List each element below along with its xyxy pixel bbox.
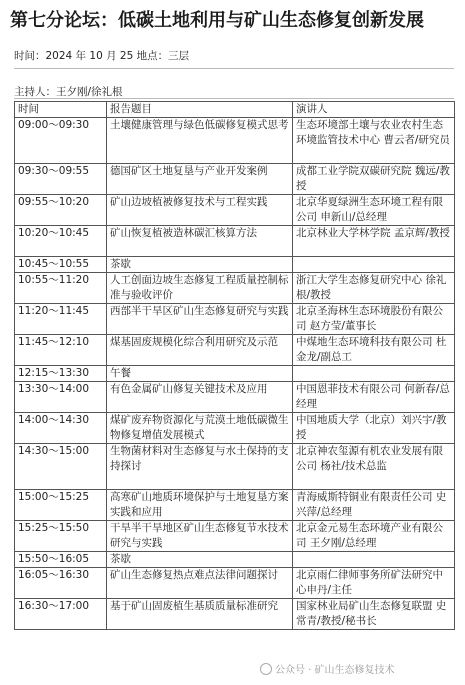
cell-topic: 矿山恢复植被造林碳汇核算方法 bbox=[107, 226, 293, 257]
cell-topic: 煤矿废弃物资源化与荒漠土地低碳微生物修复增值发展模式 bbox=[107, 413, 293, 444]
cell-time: 11:20～11:45 bbox=[15, 304, 107, 335]
cell-time: 11:45～12:10 bbox=[15, 335, 107, 366]
wechat-icon bbox=[260, 663, 272, 675]
table-row bbox=[15, 568, 455, 599]
cell-speaker: 中煤地生态环境科技有限公司 杜金龙/副总工 bbox=[293, 335, 455, 366]
cell-topic: 基于矿山固废植生基质质量标准研究 bbox=[107, 599, 293, 630]
header-topic: 报告题目 bbox=[107, 102, 293, 118]
cell-time: 09:00～09:30 bbox=[15, 118, 107, 164]
cell-time: 12:15～13:30 bbox=[15, 366, 107, 382]
cell-time: 10:55～11:20 bbox=[15, 273, 107, 304]
table-row bbox=[15, 552, 455, 568]
cell-speaker bbox=[293, 257, 455, 273]
cell-speaker: 北京华夏绿洲生态环境工程有限公司 申新山/总经理 bbox=[293, 195, 455, 226]
cell-time: 10:45～10:55 bbox=[15, 257, 107, 273]
cell-speaker: 浙江大学生态修复研究中心 徐礼根/教授 bbox=[293, 273, 455, 304]
cell-speaker: 生态环境部土壤与农业农村生态环境监管技术中心 曹云者/研究员 bbox=[293, 118, 455, 164]
cell-topic: 人工创面边坡生态修复工程质量控制标准与验收评价 bbox=[107, 273, 293, 304]
cell-topic: 土壤健康管理与绿色低碳修复模式思考 bbox=[107, 118, 293, 164]
table-row bbox=[15, 273, 455, 304]
cell-time: 15:25～15:50 bbox=[15, 521, 107, 552]
cell-speaker bbox=[293, 366, 455, 382]
cell-time: 16:30～17:00 bbox=[15, 599, 107, 630]
cell-time: 15:50～16:05 bbox=[15, 552, 107, 568]
cell-topic: 干旱半干旱地区矿山生态修复节水技术研究与实践 bbox=[107, 521, 293, 552]
cell-speaker: 北京林业大学林学院 孟京辉/教授 bbox=[293, 226, 455, 257]
cell-time: 16:05～16:30 bbox=[15, 568, 107, 599]
cell-topic: 午餐 bbox=[107, 366, 293, 382]
cell-topic: 茶歇 bbox=[107, 257, 293, 273]
table-row bbox=[15, 118, 455, 164]
table-row bbox=[15, 195, 455, 226]
watermark-text: 公众号 · 矿山生态修复技术 bbox=[275, 665, 395, 676]
table-row bbox=[15, 444, 455, 490]
cell-topic: 有色金属矿山修复关键技术及应用 bbox=[107, 382, 293, 413]
cell-speaker: 北京金元易生态环境产业有限公司 王夕刚/总经理 bbox=[293, 521, 455, 552]
header-speaker: 演讲人 bbox=[293, 102, 455, 118]
table-row bbox=[15, 413, 455, 444]
cell-speaker: 青海威斯特铜业有限责任公司 史兴萍/总经理 bbox=[293, 490, 455, 521]
table-header-row bbox=[15, 102, 455, 118]
cell-topic: 西部半干旱区矿山生态修复研究与实践 bbox=[107, 304, 293, 335]
cell-topic: 德国矿区土地复垦与产业开发案例 bbox=[107, 164, 293, 195]
table-row bbox=[15, 164, 455, 195]
cell-time: 09:30～09:55 bbox=[15, 164, 107, 195]
cell-speaker: 成都工业学院双碳研究院 魏远/教授 bbox=[293, 164, 455, 195]
divider bbox=[14, 98, 454, 99]
cell-time: 14:00～14:30 bbox=[15, 413, 107, 444]
table-row bbox=[15, 335, 455, 366]
table-row bbox=[15, 521, 455, 552]
cell-speaker: 北京雨仁律师事务所矿法研究中心申丹/主任 bbox=[293, 568, 455, 599]
header-time: 时间 bbox=[15, 102, 107, 118]
page-title: 第七分论坛：低碳土地利用与矿山生态修复创新发展 bbox=[10, 10, 424, 31]
cell-topic: 生物菌材料对生态修复与水土保持的支持探讨 bbox=[107, 444, 293, 490]
table-row bbox=[15, 366, 455, 382]
cell-time: 09:55～10:20 bbox=[15, 195, 107, 226]
cell-time: 13:30～14:00 bbox=[15, 382, 107, 413]
host-line: 主持人：王夕刚/徐礼根 bbox=[14, 86, 123, 98]
cell-speaker: 中国恩菲技术有限公司 何新春/总经理 bbox=[293, 382, 455, 413]
table-row bbox=[15, 226, 455, 257]
cell-speaker: 北京圣海林生态环境股份有限公司 赵方莹/董事长 bbox=[293, 304, 455, 335]
schedule-table bbox=[14, 101, 455, 630]
cell-time: 15:00～15:25 bbox=[15, 490, 107, 521]
cell-time: 10:20～10:45 bbox=[15, 226, 107, 257]
cell-speaker: 国家林业局矿山生态修复联盟 史常青/教授/秘书长 bbox=[293, 599, 455, 630]
divider bbox=[14, 68, 454, 69]
cell-topic: 茶歇 bbox=[107, 552, 293, 568]
table-row bbox=[15, 490, 455, 521]
table-row bbox=[15, 304, 455, 335]
cell-time: 14:30～15:00 bbox=[15, 444, 107, 490]
cell-speaker bbox=[293, 552, 455, 568]
cell-topic: 矿山边坡植被修复技术与工程实践 bbox=[107, 195, 293, 226]
table-row bbox=[15, 599, 455, 630]
cell-topic: 高寒矿山地质环境保护与土地复垦方案实践和应用 bbox=[107, 490, 293, 521]
time-location: 时间：2024 年 10 月 25 地点：三层 bbox=[14, 50, 190, 62]
cell-speaker: 中国地质大学（北京）刘兴宇/教授 bbox=[293, 413, 455, 444]
watermark bbox=[260, 661, 395, 676]
cell-topic: 矿山生态修复热点难点法律问题探讨 bbox=[107, 568, 293, 599]
table-row bbox=[15, 382, 455, 413]
cell-topic: 煤基固废规模化综合利用研究及示范 bbox=[107, 335, 293, 366]
cell-speaker: 北京神农玺源有机农业发展有限公司 杨社/技术总监 bbox=[293, 444, 455, 490]
table-row bbox=[15, 257, 455, 273]
